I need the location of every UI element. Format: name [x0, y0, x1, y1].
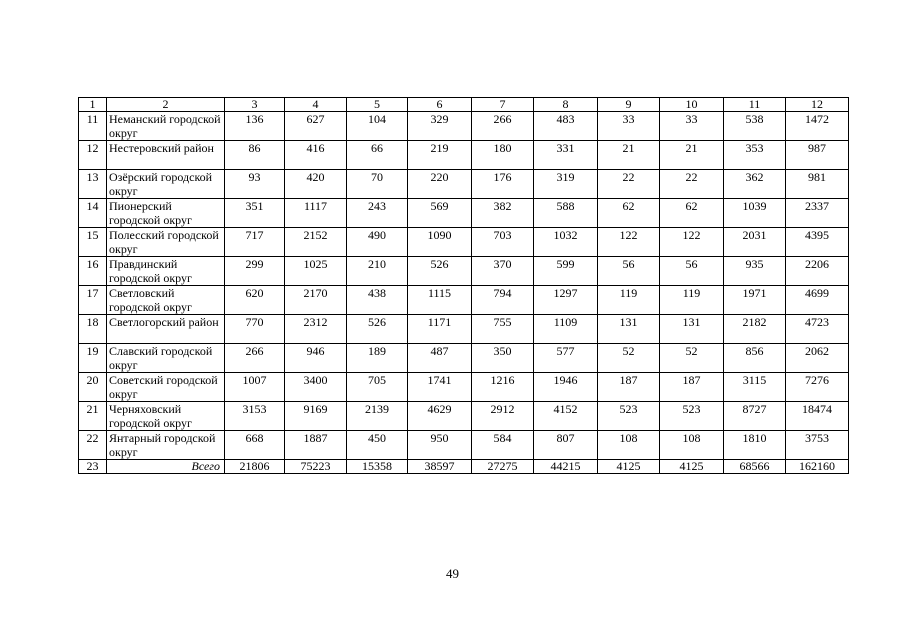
value-cell: 668 [225, 431, 285, 460]
value-cell: 420 [285, 170, 347, 199]
value-cell: 1741 [408, 373, 472, 402]
table-row [79, 199, 849, 228]
value-cell: 1810 [724, 431, 786, 460]
row-number-cell: 19 [79, 344, 107, 373]
value-cell: 9169 [285, 402, 347, 431]
row-number-cell: 15 [79, 228, 107, 257]
table-row [79, 315, 849, 344]
value-cell: 1472 [786, 112, 849, 141]
value-cell: 2182 [724, 315, 786, 344]
value-cell: 620 [225, 286, 285, 315]
value-cell: 3115 [724, 373, 786, 402]
value-cell: 3753 [786, 431, 849, 460]
table-header-row [79, 98, 849, 112]
value-cell: 807 [534, 431, 598, 460]
value-cell: 220 [408, 170, 472, 199]
value-cell: 490 [347, 228, 408, 257]
row-number-cell: 17 [79, 286, 107, 315]
column-number-header: 8 [534, 98, 598, 112]
value-cell: 523 [598, 402, 660, 431]
value-cell: 4152 [534, 402, 598, 431]
value-cell: 770 [225, 315, 285, 344]
value-cell: 599 [534, 257, 598, 286]
value-cell: 1117 [285, 199, 347, 228]
value-cell: 1039 [724, 199, 786, 228]
value-cell: 526 [408, 257, 472, 286]
table-row [79, 141, 849, 170]
value-cell: 108 [660, 431, 724, 460]
row-number-cell: 18 [79, 315, 107, 344]
row-number-cell: 16 [79, 257, 107, 286]
district-name-cell: Светлогорский район [107, 315, 225, 344]
value-cell: 21 [598, 141, 660, 170]
value-cell: 4629 [408, 402, 472, 431]
value-cell: 1946 [534, 373, 598, 402]
value-cell: 22 [660, 170, 724, 199]
value-cell: 33 [660, 112, 724, 141]
district-name-cell: Черняховский городской округ [107, 402, 225, 431]
value-cell: 705 [347, 373, 408, 402]
value-cell: 526 [347, 315, 408, 344]
table-row [79, 112, 849, 141]
value-cell: 176 [472, 170, 534, 199]
value-cell: 70 [347, 170, 408, 199]
district-name-cell: Неманский городской округ [107, 112, 225, 141]
value-cell: 266 [225, 344, 285, 373]
row-number-cell: 22 [79, 431, 107, 460]
table-row [79, 431, 849, 460]
value-cell: 4723 [786, 315, 849, 344]
value-cell: 66 [347, 141, 408, 170]
row-number-cell: 21 [79, 402, 107, 431]
district-name-cell: Полесский городской округ [107, 228, 225, 257]
value-cell: 329 [408, 112, 472, 141]
value-cell: 987 [786, 141, 849, 170]
value-cell: 21 [660, 141, 724, 170]
value-cell: 86 [225, 141, 285, 170]
value-cell: 703 [472, 228, 534, 257]
column-number-header: 11 [724, 98, 786, 112]
value-cell: 2170 [285, 286, 347, 315]
table-row [79, 344, 849, 373]
district-name-cell: Пионерский городской округ [107, 199, 225, 228]
value-cell: 717 [225, 228, 285, 257]
row-number-cell: 20 [79, 373, 107, 402]
value-cell: 7276 [786, 373, 849, 402]
total-label-cell: Всего [107, 460, 225, 474]
total-value-cell: 15358 [347, 460, 408, 474]
total-value-cell: 27275 [472, 460, 534, 474]
total-value-cell: 38597 [408, 460, 472, 474]
district-name-cell: Правдинский городской округ [107, 257, 225, 286]
district-name-cell: Советский городской округ [107, 373, 225, 402]
value-cell: 523 [660, 402, 724, 431]
value-cell: 1025 [285, 257, 347, 286]
value-cell: 2139 [347, 402, 408, 431]
value-cell: 1216 [472, 373, 534, 402]
value-cell: 584 [472, 431, 534, 460]
total-value-cell: 44215 [534, 460, 598, 474]
value-cell: 416 [285, 141, 347, 170]
value-cell: 1007 [225, 373, 285, 402]
table-row [79, 257, 849, 286]
value-cell: 187 [660, 373, 724, 402]
value-cell: 487 [408, 344, 472, 373]
value-cell: 353 [724, 141, 786, 170]
total-value-cell: 162160 [786, 460, 849, 474]
value-cell: 569 [408, 199, 472, 228]
value-cell: 2206 [786, 257, 849, 286]
value-cell: 266 [472, 112, 534, 141]
district-name-cell: Светловский городской округ [107, 286, 225, 315]
value-cell: 1115 [408, 286, 472, 315]
value-cell: 538 [724, 112, 786, 141]
total-value-cell: 21806 [225, 460, 285, 474]
value-cell: 8727 [724, 402, 786, 431]
column-number-header: 2 [107, 98, 225, 112]
value-cell: 189 [347, 344, 408, 373]
value-cell: 62 [660, 199, 724, 228]
value-cell: 438 [347, 286, 408, 315]
data-table [78, 97, 849, 474]
row-number-cell: 13 [79, 170, 107, 199]
value-cell: 331 [534, 141, 598, 170]
value-cell: 483 [534, 112, 598, 141]
value-cell: 370 [472, 257, 534, 286]
column-number-header: 6 [408, 98, 472, 112]
value-cell: 450 [347, 431, 408, 460]
value-cell: 104 [347, 112, 408, 141]
district-name-cell: Славский городской округ [107, 344, 225, 373]
value-cell: 122 [598, 228, 660, 257]
value-cell: 946 [285, 344, 347, 373]
total-row [79, 460, 849, 474]
column-number-header: 3 [225, 98, 285, 112]
value-cell: 4699 [786, 286, 849, 315]
row-number-cell: 14 [79, 199, 107, 228]
value-cell: 3153 [225, 402, 285, 431]
value-cell: 1090 [408, 228, 472, 257]
value-cell: 243 [347, 199, 408, 228]
value-cell: 62 [598, 199, 660, 228]
row-number-cell: 12 [79, 141, 107, 170]
table-row [79, 170, 849, 199]
value-cell: 1971 [724, 286, 786, 315]
district-name-cell: Нестеровский район [107, 141, 225, 170]
value-cell: 119 [598, 286, 660, 315]
value-cell: 350 [472, 344, 534, 373]
value-cell: 4395 [786, 228, 849, 257]
column-number-header: 7 [472, 98, 534, 112]
value-cell: 131 [598, 315, 660, 344]
value-cell: 935 [724, 257, 786, 286]
district-name-cell: Янтарный городской округ [107, 431, 225, 460]
value-cell: 3400 [285, 373, 347, 402]
total-value-cell: 68566 [724, 460, 786, 474]
value-cell: 18474 [786, 402, 849, 431]
value-cell: 2312 [285, 315, 347, 344]
value-cell: 131 [660, 315, 724, 344]
value-cell: 119 [660, 286, 724, 315]
column-number-header: 1 [79, 98, 107, 112]
value-cell: 187 [598, 373, 660, 402]
row-number-cell: 23 [79, 460, 107, 474]
value-cell: 33 [598, 112, 660, 141]
value-cell: 219 [408, 141, 472, 170]
value-cell: 136 [225, 112, 285, 141]
value-cell: 794 [472, 286, 534, 315]
value-cell: 1297 [534, 286, 598, 315]
value-cell: 319 [534, 170, 598, 199]
value-cell: 52 [660, 344, 724, 373]
value-cell: 1171 [408, 315, 472, 344]
value-cell: 2062 [786, 344, 849, 373]
value-cell: 2031 [724, 228, 786, 257]
row-number-cell: 11 [79, 112, 107, 141]
table-row [79, 402, 849, 431]
column-number-header: 12 [786, 98, 849, 112]
value-cell: 1109 [534, 315, 598, 344]
total-value-cell: 4125 [660, 460, 724, 474]
value-cell: 382 [472, 199, 534, 228]
value-cell: 1032 [534, 228, 598, 257]
value-cell: 93 [225, 170, 285, 199]
page-number: 49 [446, 566, 459, 581]
value-cell: 108 [598, 431, 660, 460]
column-number-header: 9 [598, 98, 660, 112]
value-cell: 950 [408, 431, 472, 460]
value-cell: 351 [225, 199, 285, 228]
value-cell: 1887 [285, 431, 347, 460]
column-number-header: 10 [660, 98, 724, 112]
column-number-header: 4 [285, 98, 347, 112]
value-cell: 2152 [285, 228, 347, 257]
total-value-cell: 4125 [598, 460, 660, 474]
value-cell: 22 [598, 170, 660, 199]
value-cell: 362 [724, 170, 786, 199]
table-row [79, 286, 849, 315]
value-cell: 52 [598, 344, 660, 373]
value-cell: 2912 [472, 402, 534, 431]
district-name-cell: Озёрский городской округ [107, 170, 225, 199]
column-number-header: 5 [347, 98, 408, 112]
value-cell: 56 [598, 257, 660, 286]
value-cell: 2337 [786, 199, 849, 228]
value-cell: 577 [534, 344, 598, 373]
value-cell: 981 [786, 170, 849, 199]
value-cell: 856 [724, 344, 786, 373]
total-value-cell: 75223 [285, 460, 347, 474]
value-cell: 210 [347, 257, 408, 286]
value-cell: 180 [472, 141, 534, 170]
table-row [79, 373, 849, 402]
value-cell: 755 [472, 315, 534, 344]
value-cell: 122 [660, 228, 724, 257]
value-cell: 56 [660, 257, 724, 286]
value-cell: 627 [285, 112, 347, 141]
table-row [79, 228, 849, 257]
value-cell: 588 [534, 199, 598, 228]
value-cell: 299 [225, 257, 285, 286]
